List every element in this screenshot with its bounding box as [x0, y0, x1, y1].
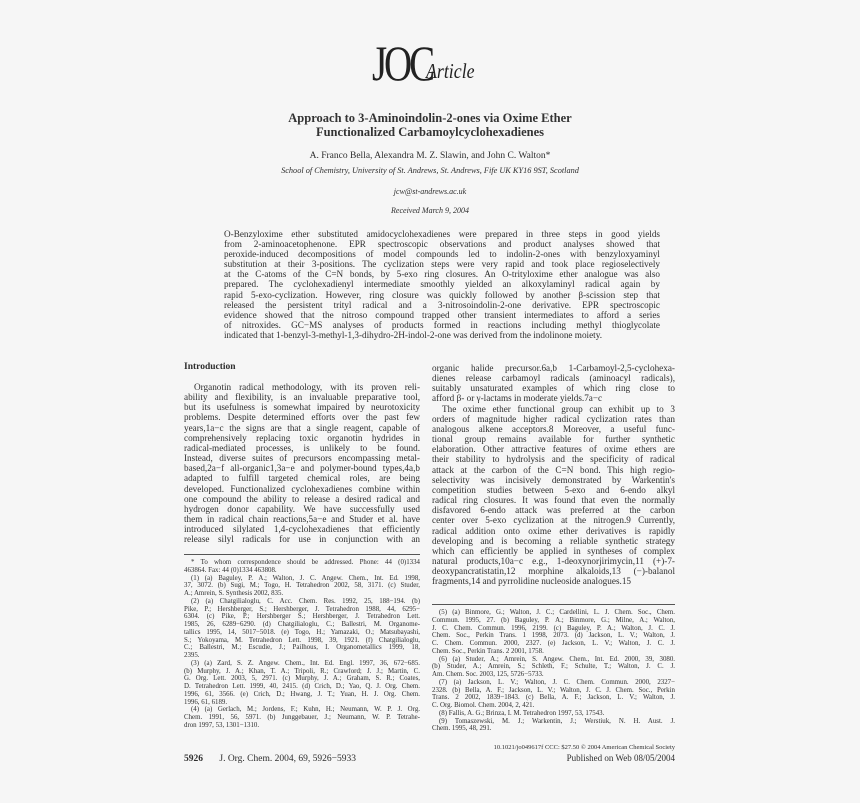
text-line: (1) (a) Baguley, P. A.; Walton, J. C. Angew. Chem., Int. Ed. 1998, — [191, 574, 420, 582]
text-line: analogous alkene acceptors.8 Moreover, a useful func- — [432, 423, 675, 434]
journal-logo — [372, 34, 475, 94]
text-line: Am. Chem. Soc. 2003, 125, 5726−5733. — [432, 671, 544, 678]
text-line: 37, 3072. (b) Sugi, M.; Togo, H. Tetrahedron 2002, 58, 3171. (c) Studer, — [184, 582, 420, 590]
text-line: selectivity was incisively demonstrated by Warkentin's — [432, 474, 675, 485]
text-line: organic halide precursor.6a,b 1-Carbamoyl-2,5-cyclohexa- — [432, 363, 675, 373]
text-line: Organotin radical methodology, with its proven reli- — [194, 382, 420, 392]
text-line: Pike, P.; Hershberger, S.; Hershberger, J. Tetrahedron 1988, 44, 6295− — [184, 605, 420, 613]
text-line: indicated that 1-benzyl-3-methyl-1,3-dihydro-2H-indol-2-one was derived from the indolinone moiety. — [224, 329, 603, 340]
section-heading-introduction: Introduction — [184, 362, 236, 372]
logo-joc: JOC — [372, 35, 432, 91]
text-line: of nitroxides. GC−MS analyses of products formed in reactions including methyl thioglycolate — [224, 319, 660, 330]
text-line: hydrogen donor capability. We have successfully used — [184, 503, 420, 514]
text-line: suitably unsaturated examples of which ring close to — [432, 383, 675, 394]
text-line: center over 5-exo cyclization at the nitrogen.9 Currently, — [432, 515, 675, 526]
text-line: problems. Despite determined efforts over the past few — [184, 412, 420, 423]
text-line: S.; Yokoyama, M. Tetrahedron Lett. 1998, 39, 1921. (f) Chatgilialoglu, — [184, 636, 420, 644]
text-line: comprehensively replacing toxic organotin hydrides in — [184, 432, 420, 443]
text-line: dron 1997, 53, 1301−1310. — [184, 721, 260, 729]
authors: A. Franco Bella, Alexandra M. Z. Slawin, and John C. Walton* — [309, 151, 551, 161]
text-line: tional group remains available for further synthetic — [432, 434, 675, 445]
text-line: afford β- or γ-lactams in moderate yields.7a−c — [432, 393, 603, 404]
text-line: their stability to hydrolysis and the specificity of radical — [432, 454, 675, 465]
text-line: years,1a−c the signs are that a single reagent, capable of — [184, 422, 420, 433]
text-line: (b) Studer, A.; Amrein, S.; Schleth, F.; Schulte, T.; Walton, J. C. J. — [432, 663, 675, 671]
text-line: elaboration. Other attractive features of oxime ethers are — [432, 444, 675, 455]
footnote-divider — [184, 554, 420, 555]
left-column-text — [184, 382, 420, 545]
text-line: which can efficiently be applied in syntheses of complex — [432, 545, 675, 556]
footnotes-left — [184, 559, 420, 730]
affiliation: School of Chemistry, University of St. Andrews, St. Andrews, Fife UK KY16 9ST, Scotland — [281, 166, 579, 175]
right-column-text — [432, 363, 675, 586]
text-line: 1996, 61, 6189. — [184, 698, 228, 706]
text-line: one compound the ability to release a desired radical and — [184, 493, 420, 504]
text-line: 1996, 61, 3566. (e) Crich, D.; Hwang, J. T.; Yuan, H. J. Org. Chem. — [184, 690, 420, 698]
page-number: 5926 — [184, 754, 203, 764]
text-line: radical addition onto oxime ether derivatives is rapidly — [432, 525, 675, 536]
text-line: ability and flexibility, is an invaluable preparative tool, — [184, 392, 420, 403]
text-line: * To whom correspondence should be addressed. Phone: 44 (0)1334 — [191, 559, 420, 566]
text-line: Chem. Soc., Perkin Trans. 2 2001, 1758. — [432, 647, 544, 655]
text-line: orders of magnitude higher radical cyclization rates than — [432, 413, 675, 424]
text-line: (7) (a) Jackson, L. V.; Walton, J. C. Chem. Commun. 2000, 2327− — [439, 678, 675, 686]
text-line: deoxypancratistatin,12 morphine alkaloids,13 (−)-balanol — [432, 566, 675, 577]
footnotes-right — [432, 609, 675, 733]
text-line: fragments,14 and pyrrolidine nucleoside analogues.15 — [432, 576, 632, 587]
text-line: dienes release carbamoyl radicals (aminoacyl radicals), — [432, 373, 675, 384]
text-line: O-Benzyloxime ether substituted amidocyclohexadienes were prepared in three steps in good yields — [224, 229, 660, 239]
text-line: (3) (a) Zard, S. Z. Angew. Chem., Int. Ed. Engl. 1997, 36, 672−685. — [191, 659, 420, 667]
text-line: (8) Fallis, A. G.; Brinza, I. M. Tetrahedron 1997, 53, 17543. — [439, 709, 605, 717]
text-line: The oxime ether functional group can exhibit up to 3 — [442, 403, 675, 414]
doi-copyright: 10.1021/jo049617f CCC: $27.50 © 2004 American Chemical Society — [493, 744, 675, 751]
footnote-divider — [432, 604, 675, 605]
title-line: Approach to 3-Aminoindolin-2-ones via Oxime Ether — [288, 111, 572, 125]
text-line: from 2-aminoacetophenone. EPR spectroscopic observations and product analyses showed that — [224, 239, 660, 250]
received-date: Received March 9, 2004 — [391, 206, 469, 215]
email-link[interactable]: jcw@st-andrews.ac.uk — [393, 187, 467, 196]
abstract — [224, 229, 660, 340]
text-line: (9) Tomaszewski, M. J.; Warkentin, J.; Werstiuk, N. H. Aust. J. — [439, 717, 675, 725]
text-line: developed. Functionalized cyclohexadienes combine within — [184, 483, 420, 494]
text-line: (b) Murphy, J. A.; Khan, T. A.; Tripoli, R.; Crawford; J. J.; Martin, C. — [184, 667, 420, 675]
text-line: 463864. Fax: 44 (0)1334 463808. — [184, 566, 277, 574]
text-line: C. Chem. Commun. 2000, 2327. (e) Jackson, L. V.; Walton, J. C. J. — [432, 640, 675, 647]
text-line: adapted to fulfill targeted chemical roles, are being — [184, 473, 420, 484]
text-line: A.; Amrein, S. Synthesis 2002, 835. — [184, 590, 284, 597]
text-line: rapid 5-exo-cyclization. However, ring closure was quickly followed by another β-scission step that — [224, 289, 660, 300]
text-line: radical ring closures. It was found that even the normally — [432, 495, 675, 506]
text-line: (2) (a) Chatgilialoglu, C. Acc. Chem. Res. 1992, 25, 188−194. (b) — [191, 597, 420, 605]
text-line: Chem. 1991, 56, 5971. (b) Junggebauer, J.; Neumann, W. P. Tetrahe- — [184, 714, 420, 721]
text-line: (5) (a) Binmore, G.; Walton, J. C.; Cardellini, L. J. Chem. Soc., Chem. — [439, 609, 675, 616]
text-line: disfavored 6-endo attack was preferred at the carbon — [432, 505, 675, 516]
text-line: 1985, 26, 6289−6290. (d) Chatgilialoglu, C.; Ballestri, M. Organome- — [184, 621, 420, 628]
text-line: radical-mediated processes, is unlikely to be found. — [184, 442, 420, 453]
logo-article: Article — [426, 59, 475, 83]
text-line: 6304. (c) Pike, P.; Hershberger S.; Hershberger, J. Tetrahedron Lett. — [184, 613, 420, 621]
title-line: Functionalized Carbamoylcyclohexadienes — [315, 125, 545, 139]
text-line: Trans. 2 2002, 1839−1843. (c) Bella, A. F.; Jackson, L. V.; Walton, J. — [432, 694, 675, 702]
text-line: Instead, diverse suites of precursors encompassing metal- — [184, 453, 420, 464]
text-line: Chem. Soc., Perkin Trans. 1 1998, 2073. (d) Jackson, L. V.; Walton, J. — [432, 632, 675, 640]
text-line: based,2a−f all-organic1,3a−e and polymer-bound types,4a,b — [184, 463, 420, 474]
text-line: natural products,10a−c e.g., 1-deoxynorjirimycin,11 (+)-7- — [432, 555, 675, 566]
text-line: evidence showed that the nitroso compound trapped other transient intermediates to afford a series — [224, 309, 660, 320]
text-line: substitution at their 3-positions. The cyclization steps were very rapid and took place regioselectively — [224, 259, 660, 270]
page-footer — [184, 754, 356, 764]
journal-citation: J. Org. Chem. 2004, 69, 5926−5933 — [219, 754, 356, 764]
text-line: (4) (a) Gerlach, M.; Jordens, F.; Kuhn, H.; Neumann, W. P. J. Org. — [191, 706, 420, 714]
text-line: (6) (a) Studer, A.; Amrein, S. Angew. Chem., Int. Ed. 2000, 39, 3080. — [439, 655, 675, 663]
text-line: at the C-atoms of the C=N bonds, by 5-exo ring closures. An O-trityloxime ether analogue was also — [224, 269, 660, 280]
text-line: competition studies between 5-exo and 6-endo alkyl — [432, 484, 675, 495]
text-line: 2395. — [184, 652, 200, 659]
text-line: attack at the carbon of the C=N bond. This high regio- — [432, 464, 675, 475]
text-line: J. C. Chem. Commun. 1996, 2199. (c) Baguley, P. A.; Walton, J. C. J. — [432, 624, 675, 632]
text-line: developing and is becoming a reliable synthetic strategy — [432, 535, 675, 546]
text-line: Chem. 1995, 48, 291. — [432, 725, 492, 733]
text-line: but its usefulness is somewhat impaired by neurotoxicity — [184, 402, 420, 413]
text-line: C.; Ballestri, M.; Escudie, J.; Pailhous, I. Organometallics 1999, 18, — [184, 644, 420, 652]
text-line: G. Org. Lett. 2003, 5, 2971. (c) Murphy, J. A.; Graham, S. R.; Coates, — [184, 675, 420, 683]
text-line: 2328. (b) Bella, A. F.; Jackson, L. V.; Walton, J. C. J. Chem. Soc., Perkin — [432, 686, 675, 694]
text-line: D. Tetrahedron Lett. 1999, 40, 2415. (d) Crich, D.; Yao, Q. J. Org. Chem. — [184, 683, 420, 690]
text-line: them in radical chain reactions,5a−e and Studer et al. have — [184, 514, 420, 525]
text-line: introduced silylated 1,4-cyclohexadienes that efficiently — [184, 524, 420, 535]
published-date: Published on Web 08/05/2004 — [566, 753, 675, 763]
text-line: C. Org. Biomol. Chem. 2004, 2, 421. — [432, 702, 535, 709]
paper-title — [0, 111, 860, 139]
text-line: Commun. 1995, 27. (b) Baguley, P. A.; Binmore, G.; Milne, A.; Walton, — [432, 616, 675, 624]
text-line: tallics 1995, 14, 5017−5018. (e) Togo, H.; Yamazaki, O.; Matsubayashi, — [184, 628, 420, 636]
text-line: peroxide-induced decompositions of model compounds led to indolin-2-ones with benzyloxyaminyl — [224, 249, 660, 260]
text-line: prepared. The cyclohexadienyl intermediate smoothly yielded an alkoxylaminyl radical again by — [224, 279, 660, 290]
text-line: release silyl radicals for use in conjunction with an — [184, 534, 420, 545]
text-line: released the persistent trityl radical and a 3-nitrosoindolin-2-one derivative. EPR spectroscopic — [224, 299, 660, 310]
